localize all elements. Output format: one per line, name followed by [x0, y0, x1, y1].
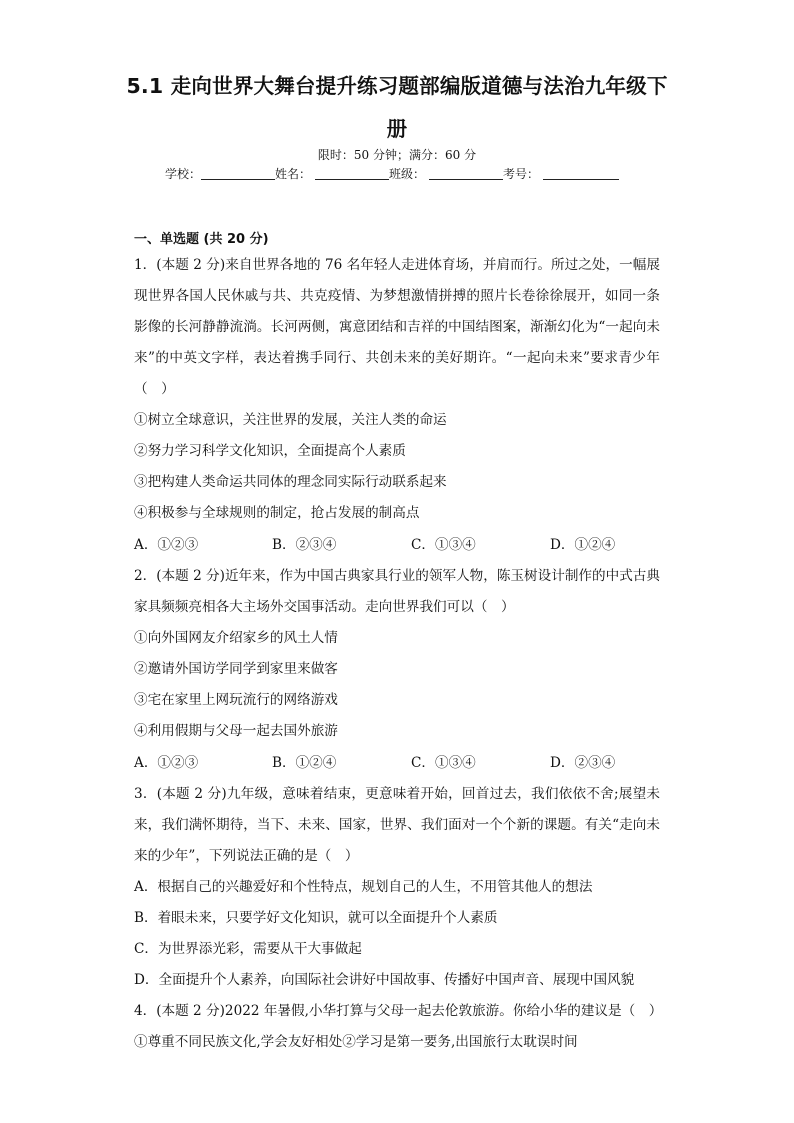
- school-label: 学校：: [165, 167, 202, 181]
- question-2-option-c[interactable]: C．①③④: [411, 755, 476, 771]
- question-2-option-b[interactable]: B．①②④: [272, 755, 337, 771]
- question-3-option-c[interactable]: C．为世界添光彩，需要从干大事做起: [134, 941, 362, 957]
- question-1-option-a[interactable]: A．①②③: [134, 537, 199, 553]
- question-3-stem: 3．(本题 2 分)九年级，意味着结束，更意味着开始，回首过去，我们依依不舍;展望未来，我们满怀期待，当下、未来、国家，世界、我们面对一个个新的课题。有关“走向未来的少年”，下列说法正确的是（ ）: [134, 786, 660, 864]
- question-1-item-3: ③把构建人类命运共同体的理念同实际行动联系起来: [134, 474, 447, 490]
- name-label: 姓名：: [275, 167, 312, 181]
- name-blank[interactable]: [315, 167, 389, 180]
- number-label: 考号：: [503, 167, 540, 181]
- question-2-item-2: ②邀请外国访学同学到家里来做客: [134, 661, 338, 677]
- question-2-stem: 2．(本题 2 分)近年来，作为中国古典家具行业的领军人物，陈玉树设计制作的中式古典家具频频亮相各大主场外交国事活动。走向世界我们可以（ ）: [134, 568, 660, 615]
- question-1-stem: 1．(本题 2 分)来自世界各地的 76 名年轻人走进体育场，并肩而行。所过之处，一幅展现世界各国人民休戚与共、共克疫情、为梦想激情拼搏的照片长卷徐徐展开，如同一条影像的长河静静流淌。长河两侧，寓意团结和吉祥的中国结图案，渐渐幻化为“一起向未来”的中英文字样，表达着携手同行、共创未来的美好期许。“一起向未来”要求青少年（ ）: [134, 257, 660, 397]
- document-title-line-2: 册: [386, 117, 408, 141]
- document-title-line-1: 5.1 走向世界大舞台提升练习题部编版道德与法治九年级下: [126, 74, 668, 98]
- question-3-option-a[interactable]: A．根据自己的兴趣爱好和个性特点，规划自己的人生，不用管其他人的想法: [134, 879, 593, 895]
- question-1-item-1: ①树立全球意识，关注世界的发展，关注人类的命运: [134, 412, 447, 428]
- question-4-item-1: ①尊重不同民族文化,学会友好相处②学习是第一要务,出国旅行太耽误时间: [134, 1034, 578, 1050]
- class-label: 班级：: [389, 167, 426, 181]
- question-2-option-a[interactable]: A．①②③: [134, 755, 199, 771]
- number-blank[interactable]: [543, 167, 619, 180]
- question-3-option-d[interactable]: D．全面提升个人素养，向国际社会讲好中国故事、传播好中国声音、展现中国风貌: [134, 972, 635, 988]
- class-blank[interactable]: [429, 167, 503, 180]
- question-2-item-3: ③宅在家里上网玩流行的网络游戏: [134, 692, 338, 708]
- question-1-option-d[interactable]: D．①②④: [550, 537, 616, 553]
- question-1-option-b[interactable]: B．②③④: [272, 537, 337, 553]
- student-info-row: [165, 165, 619, 182]
- question-2-option-d[interactable]: D．②③④: [550, 755, 616, 771]
- question-4-stem: 4．(本题 2 分)2022 年暑假,小华打算与父母一起去伦敦旅游。你给小华的建议是（ ）: [134, 1003, 663, 1019]
- question-1-item-2: ②努力学习科学文化知识，全面提高个人素质: [134, 443, 406, 459]
- school-blank[interactable]: [201, 167, 275, 180]
- question-2-item-4: ④利用假期与父母一起去国外旅游: [134, 723, 338, 739]
- question-3-option-b[interactable]: B．着眼未来，只要学好文化知识，就可以全面提升个人素质: [134, 910, 498, 926]
- question-1-option-c[interactable]: C．①③④: [411, 537, 476, 553]
- question-2-item-1: ①向外国网友介绍家乡的风土人情: [134, 630, 338, 646]
- exam-meta: 限时：50 分钟；满分：60 分: [317, 148, 477, 162]
- question-1-item-4: ④积极参与全球规则的制定，抢占发展的制高点: [134, 505, 420, 521]
- section-title: 一、单选题 (共 20 分): [134, 232, 269, 247]
